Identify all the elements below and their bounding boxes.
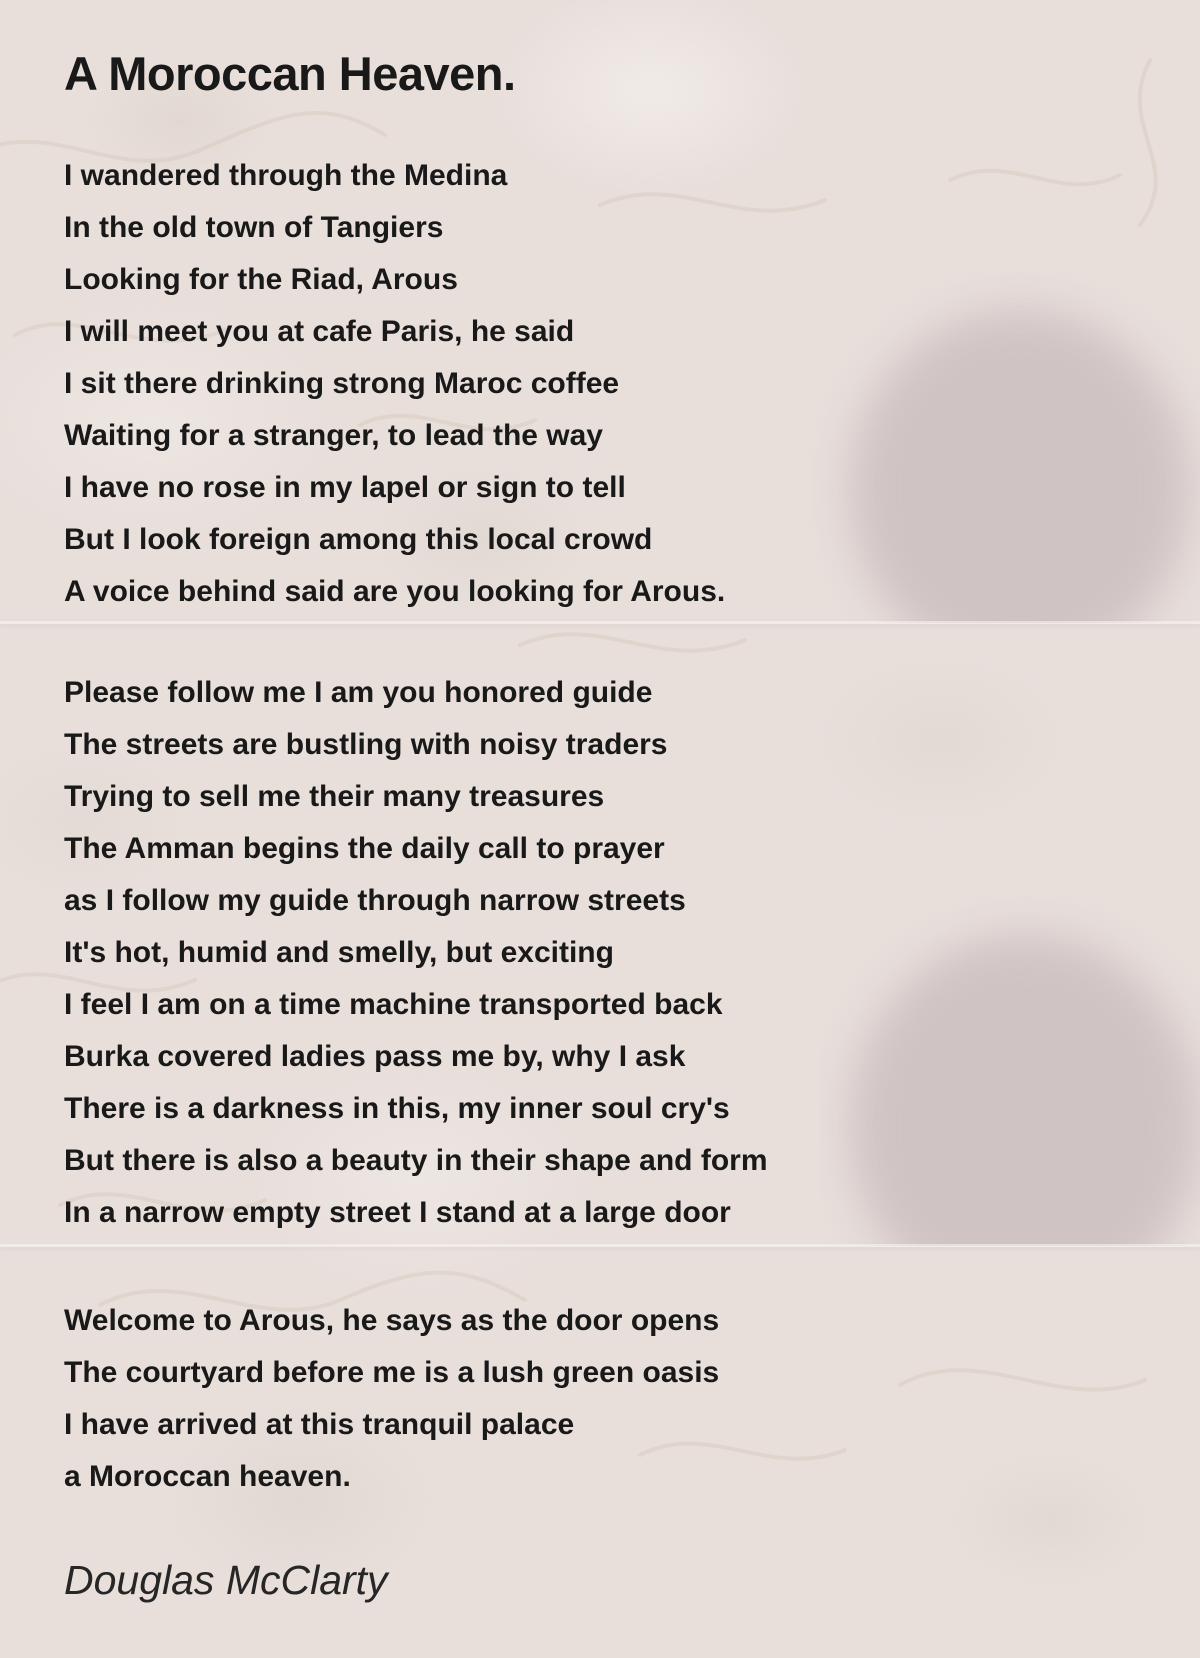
paper-stain — [810, 270, 1200, 623]
poem-line: Trying to sell me their many treasures — [64, 780, 605, 813]
poem-line: a Moroccan heaven. — [64, 1460, 351, 1493]
poem-line: I will meet you at cafe Paris, he said — [64, 315, 575, 348]
poem-line: I wandered through the Medina — [64, 159, 508, 192]
stanza-1 — [64, 150, 725, 618]
stanza-3 — [64, 1295, 719, 1503]
poem-line: The streets are bustling with noisy traders — [64, 728, 668, 761]
poem-line: Burka covered ladies pass me by, why I ask — [64, 1040, 686, 1073]
stanza-2 — [64, 667, 768, 1239]
poem-author-signature: Douglas McClarty — [64, 1557, 388, 1603]
poem-line: In a narrow empty street I stand at a large door — [64, 1196, 731, 1229]
poem-line: There is a darkness in this, my inner soul cry's — [64, 1092, 730, 1125]
poem-title: A Moroccan Heaven. — [64, 47, 516, 100]
poem-line: Waiting for a stranger, to lead the way — [64, 419, 603, 452]
poem-line: I feel I am on a time machine transported back — [64, 988, 723, 1021]
poem-line: I sit there drinking strong Maroc coffee — [64, 367, 620, 400]
poem-line: The courtyard before me is a lush green oasis — [64, 1356, 720, 1389]
paper-stain — [820, 890, 1200, 1246]
paper-stain-blob — [850, 310, 1190, 623]
poem-line: I have no rose in my lapel or sign to tell — [64, 471, 626, 504]
texture-seam — [0, 1244, 1200, 1247]
texture-seam — [0, 621, 1200, 624]
poem-line: The Amman begins the daily call to prayer — [64, 832, 665, 865]
poem-line: Welcome to Arous, he says as the door opens — [64, 1304, 720, 1337]
poem-line: Looking for the Riad, Arous — [64, 263, 458, 296]
poem-line: But I look foreign among this local crowd — [64, 523, 653, 556]
poem-line: In the old town of Tangiers — [64, 211, 444, 244]
poem-line: But there is also a beauty in their shape and form — [64, 1144, 768, 1177]
poem-line: as I follow my guide through narrow streets — [64, 884, 686, 917]
poem-line: I have arrived at this tranquil palace — [64, 1408, 575, 1441]
poem-line: Please follow me I am you honored guide — [64, 676, 653, 709]
poem-line: It's hot, humid and smelly, but exciting — [64, 936, 614, 969]
poem-line: A voice behind said are you looking for Arous. — [64, 575, 726, 608]
paper-stain-blob — [850, 935, 1200, 1246]
